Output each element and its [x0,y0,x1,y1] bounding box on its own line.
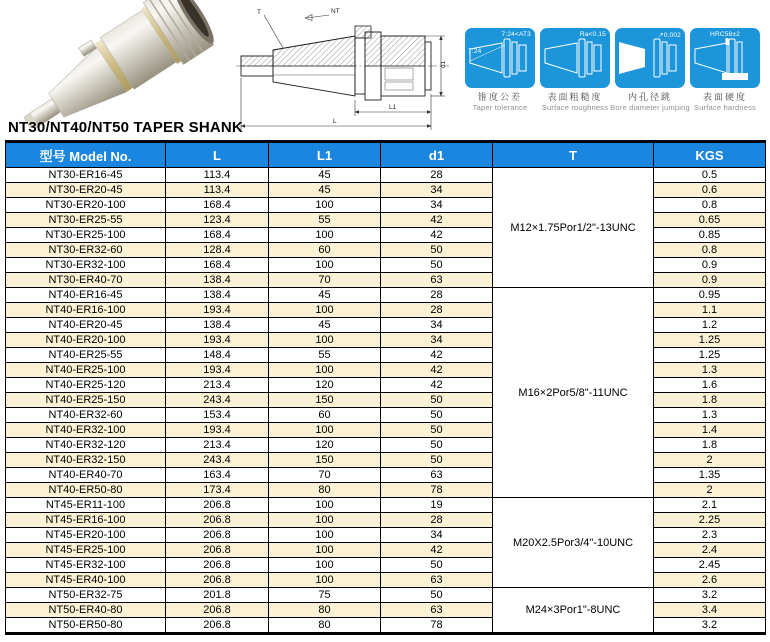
model-cell: NT40-ER20-100 [6,333,166,348]
kgs-cell: 2.3 [654,528,766,543]
model-cell: NT40-ER25-55 [6,348,166,363]
spec-table-container [5,140,765,635]
l-cell: 206.8 [166,618,269,634]
l1-cell: 120 [269,438,381,453]
thread-spec-cell: M20X2.5Por3/4"-10UNC [493,498,654,588]
l-cell: 113.4 [166,168,269,183]
header-row [6,142,766,168]
l-cell: 193.4 [166,363,269,378]
kgs-cell: 2.4 [654,543,766,558]
l-cell: 243.4 [166,393,269,408]
feature-box-bore-diameter-jumping [615,28,685,88]
page-title: NT30/NT40/NT50 TAPER SHANK [8,119,243,136]
l1-cell: 55 [269,348,381,363]
model-cell: NT30-ER20-45 [6,183,166,198]
thread-spec-cell: M24×3Por1"-8UNC [493,588,654,634]
thread-spec-cell: M12×1.75Por1/2"-13UNC [493,168,654,288]
kgs-cell: 0.9 [654,258,766,273]
feature-box-taper-tolerance [465,28,535,88]
l-cell: 243.4 [166,453,269,468]
column-header-d1: d1 [381,142,493,168]
l1-cell: 100 [269,423,381,438]
feature-caption-surface-hardness [677,92,770,113]
l1-cell: 45 [269,288,381,303]
caption-zh: 内孔径跳 [627,92,672,102]
d1-cell: 28 [381,288,493,303]
kgs-cell: 2.1 [654,498,766,513]
l-cell: 206.8 [166,603,269,618]
kgs-cell: 1.25 [654,333,766,348]
model-cell: NT40-ER20-45 [6,318,166,333]
d1-cell: 42 [381,213,493,228]
d1-cell: 28 [381,168,493,183]
l-cell: 193.4 [166,333,269,348]
l-cell: 206.8 [166,558,269,573]
label-L: L [333,118,337,125]
model-cell: NT40-ER16-45 [6,288,166,303]
l1-cell: 100 [269,528,381,543]
l1-cell: 120 [269,378,381,393]
l-cell: 113.4 [166,183,269,198]
l1-cell: 80 [269,603,381,618]
l1-cell: 100 [269,228,381,243]
kgs-cell: 2 [654,453,766,468]
model-cell: NT30-ER40-70 [6,273,166,288]
spec-table [5,140,766,635]
kgs-cell: 0.9 [654,273,766,288]
label-d1: d1 [440,60,447,68]
kgs-cell: 1.6 [654,378,766,393]
d1-cell: 50 [381,393,493,408]
label-T: T [257,9,261,16]
l1-cell: 80 [269,483,381,498]
l1-cell: 100 [269,198,381,213]
feature-box-surface-hardness [690,28,760,88]
kgs-cell: 2.45 [654,558,766,573]
d1-cell: 50 [381,438,493,453]
column-header-l: L [166,142,269,168]
l-cell: 168.4 [166,198,269,213]
caption-en: Surface roughness [541,103,609,113]
caption-zh: 表面粗糙度 [547,92,603,102]
l-cell: 206.8 [166,543,269,558]
caption-zh: 锥度公差 [477,92,522,102]
l-cell: 138.4 [166,273,269,288]
l1-cell: 70 [269,468,381,483]
model-cell: NT40-ER32-120 [6,438,166,453]
l-cell: 163.4 [166,468,269,483]
model-cell: NT30-ER16-45 [6,168,166,183]
table-row [6,288,766,303]
kgs-cell: 2.25 [654,513,766,528]
taper-tolerance-value: 7:24<AT3 [501,31,531,38]
l-cell: 138.4 [166,318,269,333]
d1-cell: 34 [381,528,493,543]
kgs-cell: 0.65 [654,213,766,228]
l1-cell: 100 [269,258,381,273]
d1-cell: 78 [381,483,493,498]
column-header-t: T [493,142,654,168]
d1-cell: 50 [381,558,493,573]
d1-cell: 50 [381,453,493,468]
d1-cell: 42 [381,378,493,393]
l-cell: 128.4 [166,243,269,258]
kgs-cell: 0.6 [654,183,766,198]
l1-cell: 100 [269,303,381,318]
model-cell: NT40-ER32-60 [6,408,166,423]
kgs-cell: 1.2 [654,318,766,333]
model-cell: NT45-ER25-100 [6,543,166,558]
taper-ratio-value: 7:24 [468,48,482,55]
kgs-cell: 0.5 [654,168,766,183]
label-L1: L1 [389,104,397,111]
l1-cell: 80 [269,618,381,634]
l1-cell: 100 [269,333,381,348]
model-cell: NT45-ER20-100 [6,528,166,543]
l1-cell: 100 [269,573,381,588]
d1-cell: 63 [381,603,493,618]
l-cell: 206.8 [166,498,269,513]
feature-box-surface-roughness [540,28,610,88]
l1-cell: 45 [269,168,381,183]
model-cell: NT30-ER25-100 [6,228,166,243]
d1-cell: 34 [381,318,493,333]
l-cell: 153.4 [166,408,269,423]
model-cell: NT40-ER50-80 [6,483,166,498]
l1-cell: 45 [269,183,381,198]
kgs-cell: 0.85 [654,228,766,243]
d1-cell: 34 [381,333,493,348]
l-cell: 206.8 [166,573,269,588]
caption-en: Bore diameter jumping [610,103,690,113]
l-cell: 213.4 [166,378,269,393]
dimension-drawing-graphic [233,2,455,134]
caption-zh: 表面硬度 [702,92,747,102]
label-NT: NT [331,8,340,15]
l1-cell: 45 [269,318,381,333]
model-cell: NT30-ER32-60 [6,243,166,258]
kgs-cell: 0.8 [654,198,766,213]
spec-table-body [6,168,766,634]
kgs-cell: 1.3 [654,363,766,378]
d1-cell: 50 [381,588,493,603]
l-cell: 193.4 [166,423,269,438]
model-cell: NT45-ER11-100 [6,498,166,513]
d1-cell: 63 [381,468,493,483]
l-cell: 168.4 [166,258,269,273]
l1-cell: 100 [269,363,381,378]
model-cell: NT50-ER40-80 [6,603,166,618]
l1-cell: 60 [269,408,381,423]
l1-cell: 60 [269,243,381,258]
caption-en: Taper tolerance [472,103,528,113]
d1-cell: 42 [381,228,493,243]
table-row [6,588,766,603]
d1-cell: 42 [381,348,493,363]
d1-cell: 34 [381,198,493,213]
model-cell: NT40-ER25-150 [6,393,166,408]
l-cell: 213.4 [166,438,269,453]
l1-cell: 150 [269,393,381,408]
d1-cell: 50 [381,258,493,273]
bore-jump-value: ↗0.002 [658,32,681,39]
kgs-cell: 1.25 [654,348,766,363]
kgs-cell: 1.3 [654,408,766,423]
hardness-value: HRC58±2 [710,31,740,38]
model-cell: NT30-ER25-55 [6,213,166,228]
l-cell: 148.4 [166,348,269,363]
column-header-kgs: KGS [654,142,766,168]
kgs-cell: 1.8 [654,393,766,408]
model-cell: NT40-ER40-70 [6,468,166,483]
kgs-cell: 2.6 [654,573,766,588]
l-cell: 173.4 [166,483,269,498]
taper-shank-photo-graphic [8,0,233,128]
model-cell: NT45-ER32-100 [6,558,166,573]
d1-cell: 28 [381,303,493,318]
l1-cell: 70 [269,273,381,288]
kgs-cell: 1.1 [654,303,766,318]
d1-cell: 50 [381,423,493,438]
model-cell: NT40-ER25-120 [6,378,166,393]
l1-cell: 55 [269,213,381,228]
l-cell: 206.8 [166,528,269,543]
l1-cell: 100 [269,558,381,573]
product-photo [8,0,233,128]
column-header-modelno: 型号 Model No. [6,142,166,168]
spec-table-head [6,142,766,168]
d1-cell: 42 [381,543,493,558]
kgs-cell: 3.2 [654,618,766,634]
l-cell: 123.4 [166,213,269,228]
d1-cell: 28 [381,513,493,528]
d1-cell: 78 [381,618,493,634]
l1-cell: 100 [269,498,381,513]
model-cell: NT45-ER16-100 [6,513,166,528]
thread-spec-cell: M16×2Por5/8"-11UNC [493,288,654,498]
model-cell: NT30-ER32-100 [6,258,166,273]
d1-cell: 34 [381,183,493,198]
model-cell: NT30-ER20-100 [6,198,166,213]
surface-roughness-value: Ra<0.15 [579,31,606,38]
model-cell: NT40-ER25-100 [6,363,166,378]
d1-cell: 19 [381,498,493,513]
model-cell: NT50-ER50-80 [6,618,166,634]
table-row [6,498,766,513]
l1-cell: 75 [269,588,381,603]
kgs-cell: 2 [654,483,766,498]
kgs-cell: 3.4 [654,603,766,618]
d1-cell: 50 [381,243,493,258]
kgs-cell: 0.8 [654,243,766,258]
kgs-cell: 3.2 [654,588,766,603]
l1-cell: 100 [269,513,381,528]
model-cell: NT45-ER40-100 [6,573,166,588]
kgs-cell: 0.95 [654,288,766,303]
l-cell: 201.8 [166,588,269,603]
l-cell: 168.4 [166,228,269,243]
l-cell: 206.8 [166,513,269,528]
column-header-l1: L1 [269,142,381,168]
d1-cell: 63 [381,273,493,288]
kgs-cell: 1.4 [654,423,766,438]
l1-cell: 150 [269,453,381,468]
technical-drawing [233,2,455,134]
d1-cell: 63 [381,573,493,588]
l-cell: 193.4 [166,303,269,318]
d1-cell: 50 [381,408,493,423]
l-cell: 138.4 [166,288,269,303]
model-cell: NT40-ER32-150 [6,453,166,468]
d1-cell: 42 [381,363,493,378]
kgs-cell: 1.8 [654,438,766,453]
model-cell: NT50-ER32-75 [6,588,166,603]
model-cell: NT40-ER16-100 [6,303,166,318]
model-cell: NT40-ER32-100 [6,423,166,438]
l1-cell: 100 [269,543,381,558]
table-row [6,168,766,183]
caption-en: Surface hardness [694,103,756,113]
kgs-cell: 1.35 [654,468,766,483]
